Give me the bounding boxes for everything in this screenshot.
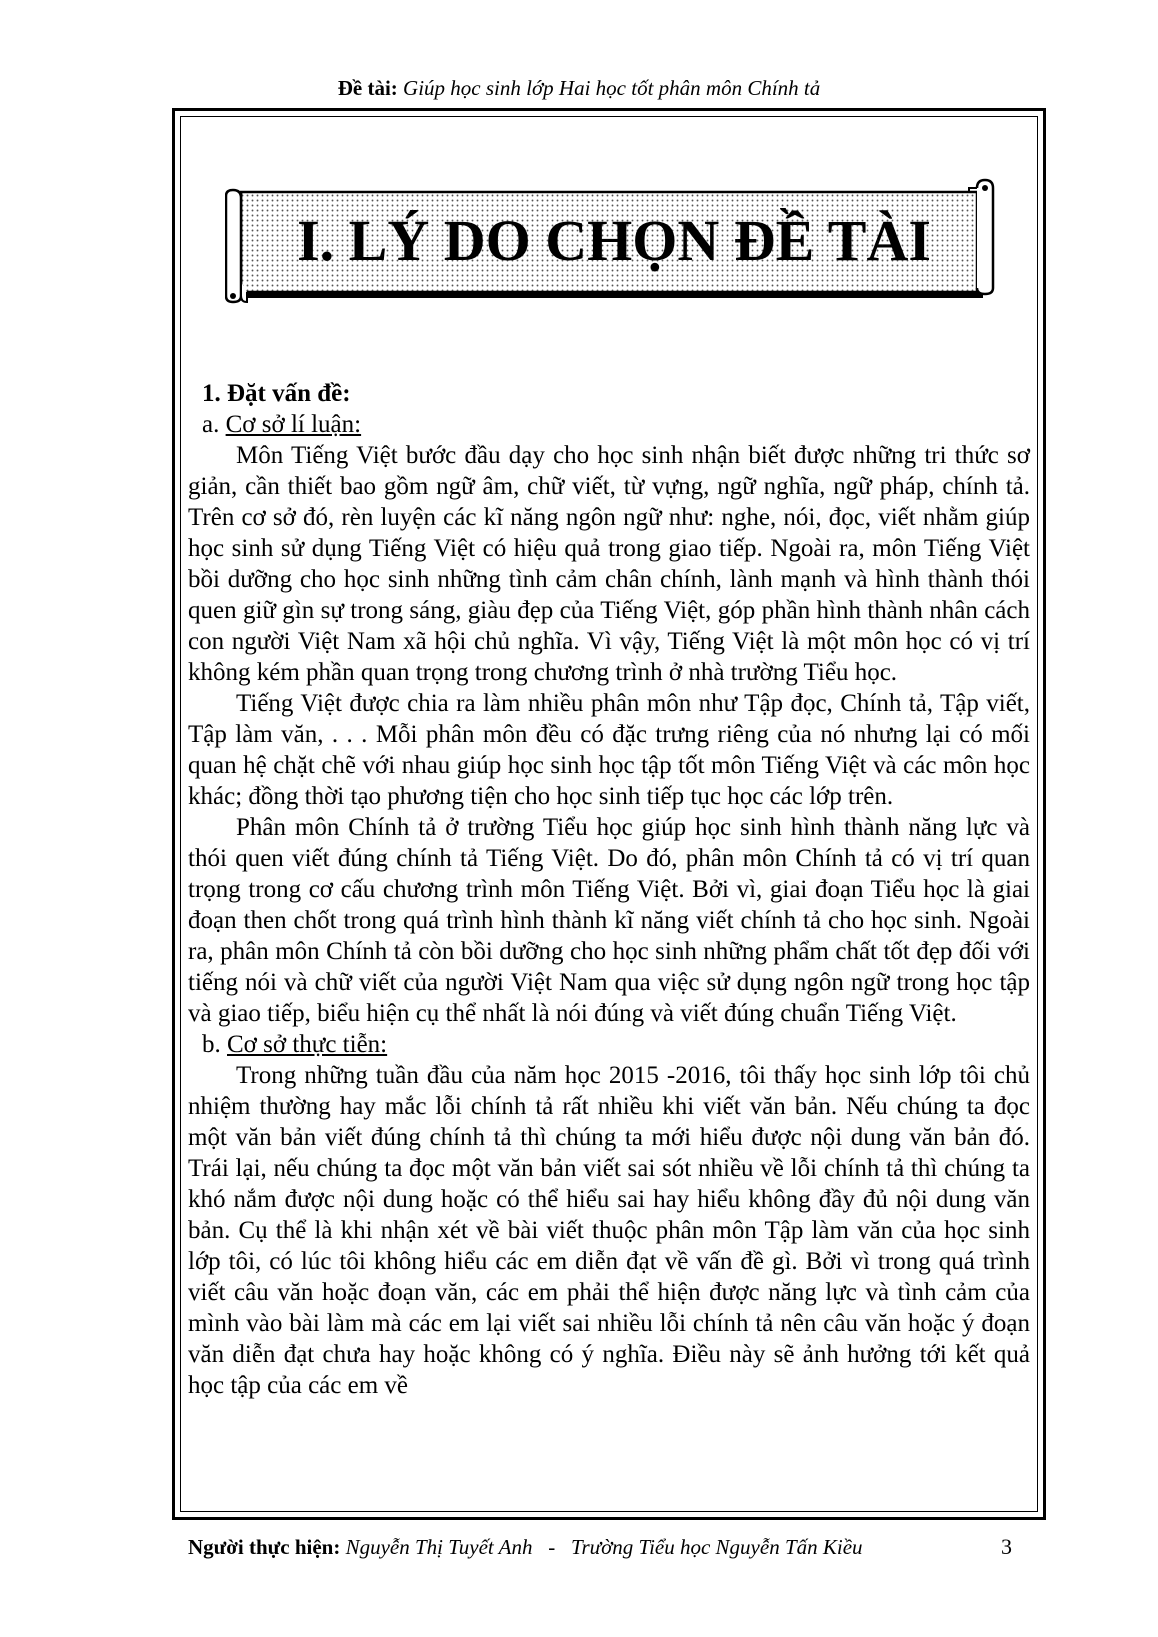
footer-label: Người thực hiện: [188,1535,341,1559]
subsection-a-prefix: a. [202,411,226,438]
footer-school: Trường Tiểu học Nguyễn Tấn Kiều [570,1535,863,1559]
paragraph: Môn Tiếng Việt bước đầu dạy cho học sinh nhận biết được những tri thức sơ giản, cần thiết bao gồm ngữ âm, chữ viết, từ vựng, ngữ nghĩa, ngữ pháp, chính tả. Trên cơ sở đó, rèn luyện các kĩ năng ngôn ngữ như: nghe, nói, đọc, viết nhằm giúp học sinh sử dụng Tiếng Việt có hiệu quả trong giao tiếp. Ngoài ra, môn Tiếng Việt bồi dưỡng cho học sinh những tình cảm chân chính, lành mạnh và hình thành thói quen giữ gìn sự trong sáng, giàu đẹp của Tiếng Việt, góp phần hình thành nhân cách con người Việt Nam xã hội chủ nghĩa. Vì vậy, Tiếng Việt là một môn học có vị trí không kém phần quan trọng trong chương trình ở nhà trường Tiểu học. [188,442,1030,686]
paragraph: Phân môn Chính tả ở trường Tiểu học giúp học sinh hình thành năng lực và thói quen viết đúng chính tả Tiếng Việt. Do đó, phân môn Chính tả có vị trí quan trọng trong cơ cấu chương trình môn Tiếng Việt. Bởi vì, giai đoạn Tiểu học là giai đoạn then chốt trong quá trình hình thành kĩ năng viết chính tả cho học sinh. Ngoài ra, phân môn Chính tả còn bồi dưỡng cho học sinh những phẩm chất tốt đẹp đối với tiếng nói và chữ viết của người Việt Nam qua việc sử dụng ngôn ngữ trong học tập và giao tiếp, biểu hiện cụ thể nhất là nói đúng và viết đúng chuẩn Tiếng Việt. [188,814,1030,1027]
subsection-heading-b [188,1029,1030,1060]
banner-title: I. LÝ DO CHỌN ĐỀ TÀI [297,208,931,273]
document-body [188,378,1030,1401]
footer-separator: - [548,1535,556,1559]
page-number: 3 [1001,1534,1012,1559]
footer-author: Nguyễn Thị Tuyết Anh [345,1535,533,1559]
paragraph: Tiếng Việt được chia ra làm nhiều phân môn như Tập đọc, Chính tả, Tập viết, Tập làm văn, . . . Mỗi phân môn đều có đặc trưng riêng của nó nhưng lại có mối quan hệ chặt chẽ với nhau giúp học sinh học tập tốt môn Tiếng Việt và các môn học khác; đồng thời tạo phương tiện cho học sinh tiếp tục học các lớp trên. [188,690,1030,810]
subsection-heading-a [188,409,1030,440]
subsection-b-title: Cơ sở thực tiễn: [227,1031,388,1058]
page-header [0,74,1158,102]
subsection-a-title: Cơ sở lí luận: [225,411,362,438]
section-banner [225,178,1003,316]
header-topic: Giúp học sinh lớp Hai học tốt phân môn Chính tả [403,76,821,100]
paragraph: Trong những tuần đầu của năm học 2015 -2016, tôi thấy học sinh lớp tôi chủ nhiệm thường hay mắc lỗi chính tả rất nhiều khi viết văn bản. Nếu chúng ta đọc một văn bản viết đúng chính tả thì chúng ta mới hiểu được nội dung văn bản đó. Trái lại, nếu chúng ta đọc một văn bản viết sai sót nhiều về lỗi chính tả thì chúng ta khó nắm được nội dung hoặc có thể hiểu sai hay hiểu không đầy đủ nội dung văn bản. Cụ thể là khi nhận xét về bài viết thuộc phân môn Tập làm văn của học sinh lớp tôi, có lúc tôi không hiểu các em diễn đạt về vấn đề gì. Bởi vì trong quá trình viết câu văn hoặc đoạn văn, các em phải thể hiện được năng lực và tình cảm của mình vào bài làm mà các em lại viết sai nhiều lỗi chính tả nên câu văn hoặc ý đoạn văn diễn đạt chưa hay hoặc không có ý nghĩa. Điều này sẽ ảnh hưởng tới kết quả học tập của các em về [188,1062,1030,1399]
section-heading: 1. Đặt vấn đề: [202,380,351,407]
header-label: Đề tài: [337,76,398,100]
subsection-b-prefix: b. [202,1031,227,1058]
page-footer [188,1533,1030,1561]
